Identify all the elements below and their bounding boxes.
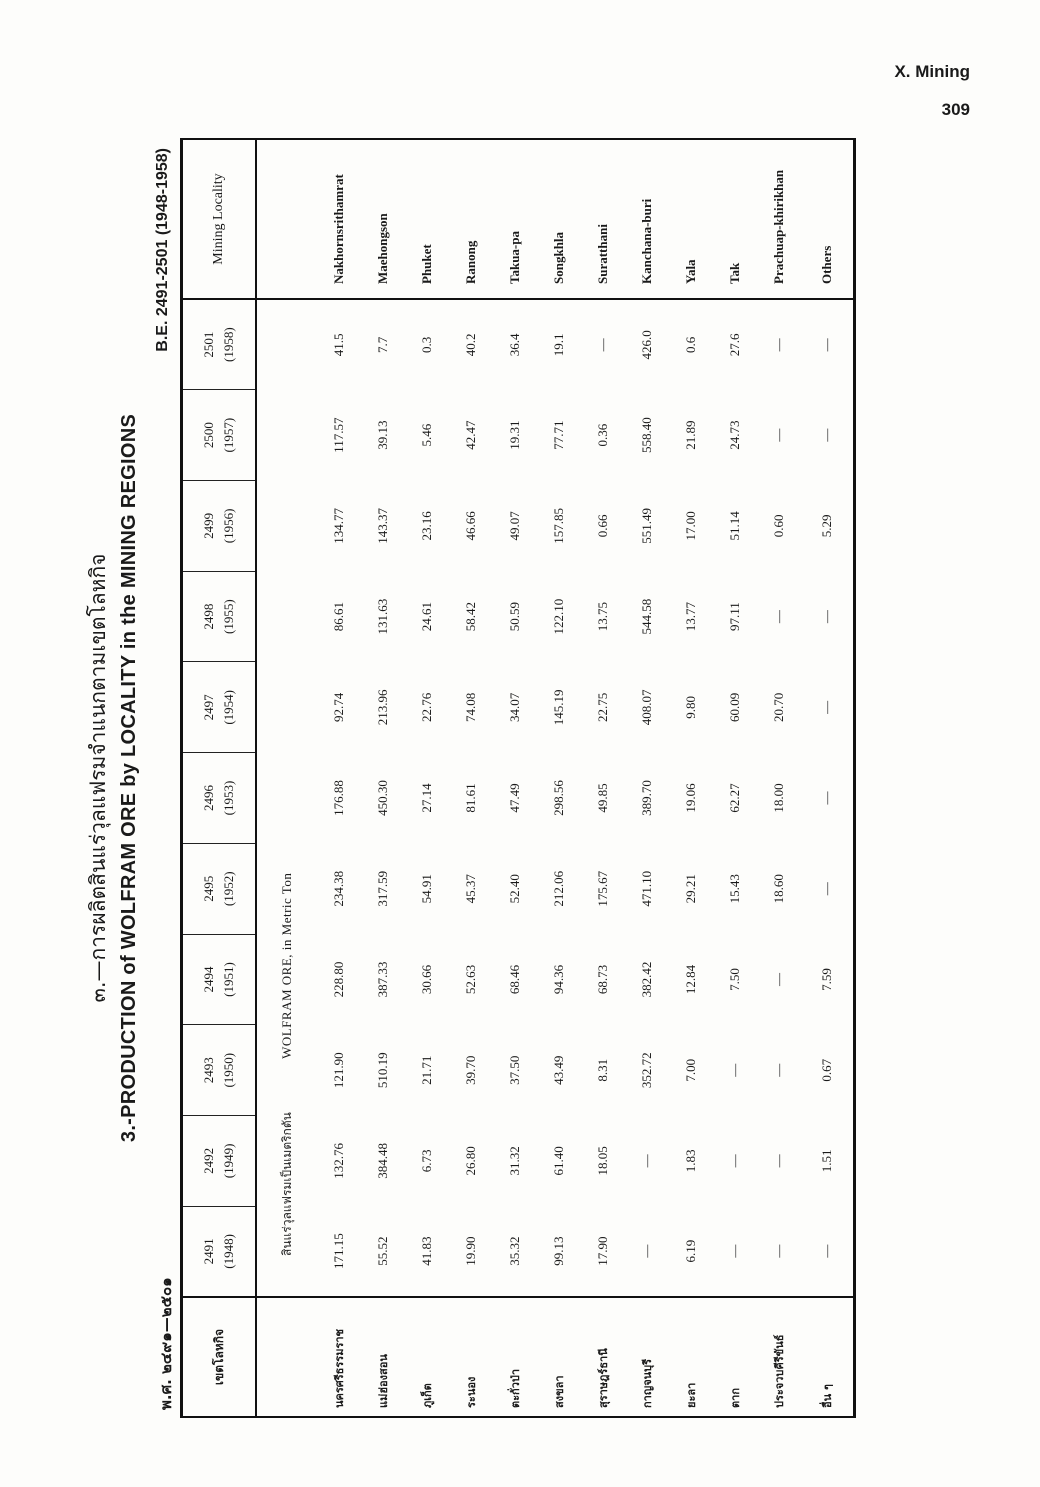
value-cell: 134.77	[331, 508, 346, 544]
wolfram-production-table	[180, 138, 856, 1418]
locality-name-english: Others	[801, 139, 855, 299]
value-cell: 171.15	[331, 1233, 346, 1270]
value-cell: 27.14	[419, 783, 434, 813]
value-cell: 122.10	[551, 598, 566, 635]
year-ce: (1957)	[221, 417, 236, 453]
value-cell: 0.36	[595, 423, 610, 447]
table-row	[317, 139, 361, 1417]
locality-name-thai: นครศรีธรรมราช	[317, 1297, 361, 1417]
value-cell: 298.56	[551, 780, 566, 816]
table-row	[581, 139, 625, 1417]
value-cell: 21.89	[683, 420, 698, 450]
value-cell: 19.06	[683, 783, 698, 813]
value-cell: 81.61	[463, 783, 478, 813]
value-cell: —	[819, 700, 834, 714]
value-cell: 51.14	[727, 511, 742, 541]
value-cell: 20.70	[771, 692, 786, 722]
value-cell: —	[639, 1154, 654, 1168]
value-cell: 52.63	[463, 964, 478, 995]
value-cell: 117.57	[331, 417, 346, 453]
value-cell: 7.00	[683, 1058, 698, 1082]
year-ce: (1955)	[221, 599, 236, 634]
value-cell: 18.05	[595, 1146, 610, 1176]
value-cell: —	[819, 428, 834, 442]
value-cell: 234.38	[331, 870, 346, 907]
year-header	[182, 390, 257, 481]
year-ce: (1948)	[221, 1234, 236, 1269]
year-ce: (1956)	[221, 508, 236, 544]
locality-name-thai: กาญจนบุรี	[625, 1297, 669, 1417]
value-cell: 58.42	[463, 601, 478, 632]
year-header	[182, 1206, 257, 1297]
value-cell: 17.90	[595, 1236, 610, 1266]
locality-name-english: Maehongson	[361, 139, 405, 299]
table-row	[493, 139, 537, 1417]
value-cell: 24.61	[419, 601, 434, 632]
value-cell: 12.84	[683, 964, 698, 995]
value-cell: 42.47	[463, 420, 478, 450]
locality-name-thai: สุราษฎร์ธานี	[581, 1297, 625, 1417]
value-cell: 121.90	[331, 1052, 346, 1089]
page-number: 309	[941, 100, 970, 119]
locality-name-thai: สงขลา	[537, 1297, 581, 1417]
value-cell: 228.80	[331, 961, 346, 998]
value-cell: 41.5	[331, 333, 346, 357]
value-cell: 510.19	[375, 1052, 390, 1089]
section-title: X. Mining	[894, 62, 970, 81]
value-cell: 26.80	[463, 1146, 478, 1176]
value-cell: 29.21	[683, 874, 698, 904]
value-cell: 31.32	[507, 1146, 522, 1176]
value-cell: 39.13	[375, 420, 390, 450]
value-cell: —	[771, 610, 786, 624]
value-cell: 50.59	[507, 601, 522, 632]
value-cell: 22.76	[419, 692, 434, 722]
value-cell: 47.49	[507, 783, 522, 813]
value-cell: 471.10	[639, 870, 654, 907]
locality-name-english: Suratthani	[581, 139, 625, 299]
value-cell: 54.91	[419, 874, 434, 904]
year-ce: (1950)	[221, 1052, 236, 1088]
locality-name-english: Prachuap-khirikhan	[757, 139, 801, 299]
locality-name-thai: ยะลา	[669, 1297, 713, 1417]
value-cell: 387.33	[375, 961, 390, 998]
locality-name-thai: ภูเก็ต	[405, 1297, 449, 1417]
value-cell: 143.37	[375, 508, 390, 544]
year-header	[182, 934, 257, 1025]
value-cell: —	[771, 338, 786, 352]
value-cell: —	[819, 1244, 834, 1258]
value-cell: 19.90	[463, 1236, 478, 1266]
unit-caption-thai: สินแร่วุลแฟรมเป็นเมตริกตัน	[279, 1112, 294, 1256]
value-cell: 145.19	[551, 689, 566, 726]
value-cell: 61.40	[551, 1146, 566, 1176]
value-cell: 13.77	[683, 601, 698, 632]
value-cell: 19.1	[551, 333, 566, 357]
english-table-title: 3.-PRODUCTION of WOLFRAM ORE by LOCALITY in the MINING REGIONS	[118, 413, 140, 1143]
value-cell: 92.74	[331, 692, 346, 722]
thai-table-title: ๓.—การผลิตสินแร่วุลแฟรมจำแนกตามเขตโลหกิจ	[86, 553, 110, 1003]
value-cell: 7.59	[819, 968, 834, 991]
value-cell: 22.75	[595, 692, 610, 722]
value-cell: 0.3	[419, 336, 434, 354]
value-cell: 317.59	[375, 870, 390, 907]
value-cell: 9.80	[683, 695, 698, 719]
year-header	[182, 753, 257, 844]
locality-name-thai: ระนอง	[449, 1297, 493, 1417]
table-row	[669, 139, 713, 1417]
value-cell: 30.66	[419, 964, 434, 995]
value-cell: 49.07	[507, 511, 522, 541]
year-header	[182, 481, 257, 572]
value-cell: 36.4	[507, 333, 522, 357]
value-cell: 97.11	[727, 602, 742, 631]
value-cell: 7.50	[727, 968, 742, 991]
locality-name-thai: ตะกั่วป่า	[493, 1297, 537, 1417]
value-cell: 6.73	[419, 1149, 434, 1173]
value-cell: 19.31	[507, 420, 522, 450]
table-row	[405, 139, 449, 1417]
value-cell: 99.13	[551, 1236, 566, 1266]
value-cell: 382.42	[639, 961, 654, 998]
unit-row	[256, 139, 317, 1417]
value-cell: 43.49	[551, 1055, 566, 1085]
year-ce: (1949)	[221, 1143, 236, 1179]
value-cell: 175.67	[595, 870, 610, 907]
value-cell: 68.73	[595, 964, 610, 995]
value-cell: 13.75	[595, 601, 610, 632]
locality-name-english: Takua-pa	[493, 139, 537, 299]
value-cell: 62.27	[727, 783, 742, 813]
value-cell: —	[819, 882, 834, 896]
value-cell: 68.46	[507, 964, 522, 995]
table-row	[757, 139, 801, 1417]
year-ce: (1952)	[221, 871, 236, 907]
year-header	[182, 1025, 257, 1116]
value-cell: 24.73	[727, 420, 742, 450]
year-be: 2497	[201, 694, 216, 721]
value-cell: 46.66	[463, 511, 478, 541]
year-be: 2496	[201, 785, 216, 812]
value-cell: 131.63	[375, 598, 390, 635]
value-cell: 94.36	[551, 964, 566, 995]
value-cell: 0.66	[595, 514, 610, 538]
value-cell: 45.37	[463, 874, 478, 904]
year-be: 2499	[201, 512, 216, 539]
year-header	[182, 662, 257, 753]
value-cell: 37.50	[507, 1055, 522, 1085]
value-cell: 74.08	[463, 692, 478, 722]
year-be: 2501	[201, 331, 216, 358]
value-cell: 213.96	[375, 689, 390, 726]
table-header-row	[182, 139, 257, 1417]
value-cell: 34.07	[507, 692, 522, 722]
unit-caption	[256, 299, 317, 1297]
value-cell: 5.46	[419, 423, 434, 447]
year-be: 2494	[201, 966, 216, 993]
locality-name-thai: แม่ฮ่องสอน	[361, 1297, 405, 1417]
value-cell: 21.71	[419, 1055, 434, 1085]
rotated-table-page	[70, 138, 910, 1418]
locality-name-english: Tak	[713, 139, 757, 299]
value-cell: 7.7	[375, 336, 390, 354]
value-cell: —	[819, 791, 834, 805]
year-ce: (1951)	[221, 962, 236, 997]
year-header	[182, 1116, 257, 1207]
value-cell: 60.09	[727, 692, 742, 722]
year-ce: (1953)	[221, 780, 236, 816]
value-cell: —	[639, 1244, 654, 1258]
locality-header-english: Mining Locality	[182, 139, 257, 299]
value-cell: 450.30	[375, 780, 390, 816]
locality-name-english: Yala	[669, 139, 713, 299]
year-be: 2492	[201, 1147, 216, 1174]
table-row	[537, 139, 581, 1417]
value-cell: —	[771, 972, 786, 986]
value-cell: 86.61	[331, 601, 346, 632]
locality-name-thai: อื่น ๆ	[801, 1297, 855, 1417]
value-cell: 35.32	[507, 1236, 522, 1266]
value-cell: 384.48	[375, 1143, 390, 1179]
value-cell: 408.07	[639, 689, 654, 726]
year-header	[182, 299, 257, 390]
locality-name-thai: ตาก	[713, 1297, 757, 1417]
value-cell: 132.76	[331, 1143, 346, 1179]
year-be: 2495	[201, 875, 216, 902]
value-cell: —	[771, 1244, 786, 1258]
value-cell: 0.6	[683, 336, 698, 354]
locality-name-english: Ranong	[449, 139, 493, 299]
year-be: 2498	[201, 603, 216, 630]
value-cell: 15.43	[727, 874, 742, 904]
value-cell: —	[727, 1063, 742, 1077]
value-cell: 5.29	[819, 514, 834, 538]
value-cell: 39.70	[463, 1055, 478, 1085]
value-cell: 558.40	[639, 417, 654, 454]
english-period-label: B.E. 2491-2501 (1948-1958)	[154, 148, 171, 352]
value-cell: 352.72	[639, 1052, 654, 1089]
value-cell: 18.00	[771, 783, 786, 813]
value-cell: 0.67	[819, 1058, 834, 1082]
table-row	[801, 139, 855, 1417]
year-be: 2493	[201, 1057, 216, 1084]
value-cell: 6.19	[683, 1239, 698, 1263]
table-row	[625, 139, 669, 1417]
value-cell: 551.49	[639, 508, 654, 544]
value-cell: 8.31	[595, 1058, 610, 1082]
value-cell: 1.51	[819, 1149, 834, 1173]
value-cell: 212.06	[551, 870, 566, 907]
value-cell: 426.0	[639, 330, 654, 360]
value-cell: —	[771, 1063, 786, 1077]
locality-header-thai: เขตโลหกิจ	[182, 1297, 257, 1417]
value-cell: 389.70	[639, 780, 654, 816]
value-cell: 176.88	[331, 780, 346, 816]
value-cell: —	[771, 428, 786, 442]
table-row	[361, 139, 405, 1417]
value-cell: 1.83	[683, 1149, 698, 1173]
page-header	[894, 62, 970, 120]
value-cell: —	[595, 338, 610, 352]
value-cell: 27.6	[727, 333, 742, 357]
value-cell: 23.16	[419, 511, 434, 541]
value-cell: 40.2	[463, 333, 478, 357]
value-cell: —	[727, 1154, 742, 1168]
table-row	[713, 139, 757, 1417]
thai-period-label: พ.ศ. ๒๔๙๑—๒๕๐๑	[157, 1277, 175, 1410]
locality-name-english: Kanchana-buri	[625, 139, 669, 299]
year-ce: (1958)	[221, 327, 236, 362]
value-cell: 17.00	[683, 511, 698, 541]
unit-caption-english: WOLFRAM ORE, in Metric Ton	[278, 872, 294, 1059]
year-ce: (1954)	[221, 690, 236, 725]
value-cell: 41.83	[419, 1236, 434, 1266]
value-cell: 18.60	[771, 874, 786, 904]
year-header	[182, 843, 257, 934]
value-cell: 49.85	[595, 783, 610, 813]
value-cell: —	[727, 1244, 742, 1258]
locality-name-english: Songkhla	[537, 139, 581, 299]
value-cell: 0.60	[771, 514, 786, 538]
locality-name-thai: ประจวบคีรีขันธ์	[757, 1297, 801, 1417]
value-cell: —	[819, 338, 834, 352]
year-be: 2500	[201, 422, 216, 449]
value-cell: —	[771, 1154, 786, 1168]
value-cell: —	[819, 610, 834, 624]
value-cell: 77.71	[551, 420, 566, 450]
year-be: 2491	[201, 1238, 216, 1265]
value-cell: 157.85	[551, 508, 566, 544]
locality-name-english: Nakhornsrithamrat	[317, 139, 361, 299]
year-header	[182, 571, 257, 662]
value-cell: 55.52	[375, 1236, 390, 1266]
locality-name-english: Phuket	[405, 139, 449, 299]
table-row	[449, 139, 493, 1417]
value-cell: 544.58	[639, 598, 654, 635]
value-cell: 52.40	[507, 874, 522, 904]
